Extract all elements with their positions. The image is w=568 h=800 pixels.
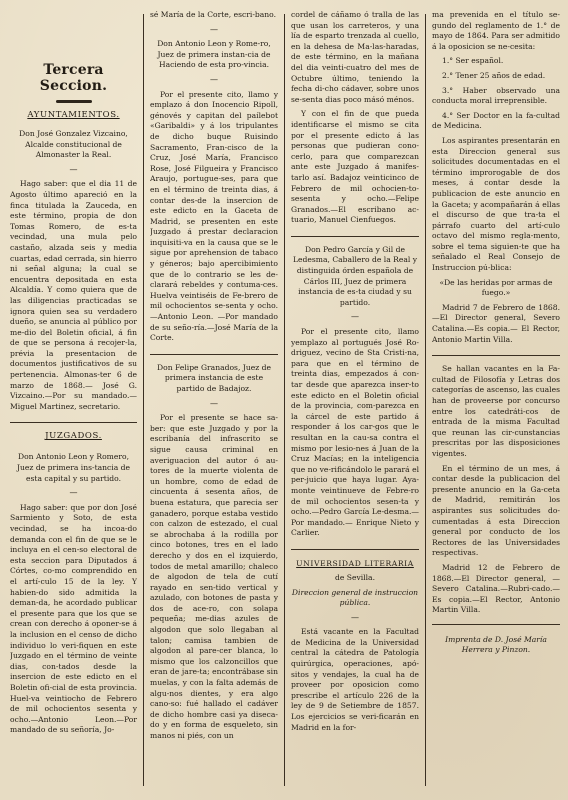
column-divider [284,14,285,786]
notice-body: Está vacante en la Facultad de Medicina de la Universidad central la cátedra de Patología quirúrgica, operaciones, apó-sitos y vendajes, la cual ha de proveer por oposicion como prescribe el artículo 226 de la ley de 9 de Setiembre de 1857. Los ejercicios se veri-ficarán en Madrid en la for- [291,627,419,732]
requirement-item: 3.° Haber observado una conducta moral irreprensible. [432,85,560,106]
notice-heading: Don Pedro García y Gil de Ledesma, Caballero de la Real y distinguida órden española de Cárlos III, Juez de primera instancia de es-ta ciudad y su partido. [292,244,418,307]
divider-rule [150,354,278,355]
column-1 [10,10,137,800]
divider-rule [432,624,560,625]
notice-body: Y con el fin de que pueda identificarse el mismo se cita por el presente edicto á las personas que pudieran cono-cerlo, para que comparezcan ante este Juzgado á manifes-tarlo así. Badajoz veinticinco de Febrero de mil ochocien-to- sesenta y ocho.—Felipe Granados.—El escribano ac-tuario, Manuel Cienfuegos. [291,109,419,225]
notice-body: Por el presente cito, llamo yemplazo al portugués José Ro-driguez, vecino de Sta Cristi-na, para que en el término de treinta dias, empezados á con-tar desde que aparezca inser-to este edicto en el Boletin oficial de la provincia, com-parezca en la cárcel de este partido á responder á los car-gos que le resultan en la cau-sa contra el mismo por lesio-nes á Juan de la Cruz Macías; en la inteligencia que no ve-rificándolo le parará el per-juicio que haya lugar. Aya-monte veintinueve de Febre-ro de mil ochocientos sesen-ta y ocho.—Pedro García Le-desma.—Por mandado.— Enrique Nieto y Carlier. [291,327,419,538]
notice-continuation: sé María de la Corte, escri-bano. [150,10,277,19]
section-title: Tercera Seccion. [39,62,108,94]
small-rule: — [351,612,359,622]
small-rule: — [69,488,78,498]
column-2 [150,10,278,800]
small-rule: — [210,24,218,34]
direction-title: Direccion general de instruccion pública. [291,587,419,608]
signature-line: Madrid 12 de Febrero de 1868.—El Director general, —Severo Catalina.—Rubri-cado.—Es copia.—El Rector, Antonio Martin Villa. [432,562,560,615]
notice-body: Se hallan vacantes en la Fa-cultad de Filosofía y Letras dos categorías de ascenso, las cuales han de proveerse por concurso entre los catedráti-cos de entrada de la misma Facultad que reunan las cir-cunstancias prescritas por las disposiciones vigentes. [432,364,560,458]
quote-line: «De las heridas por armas de fuego.» [439,277,553,298]
notice-heading: Don José Gonzalez Vizcaino, Alcalde constitucional de Almonaster la Real. [19,129,128,160]
notice-body: Hago saber: que por don José Sarmiento y Soto, de esta vecindad, se ha incoa-do demanda con el fin de que se le incluya en el cen-so electoral de esta seccion para Diputados á Córtes, co-mo comprendido en el artí-culo 15 de la ley. Y habien-do sido admitida la deman-da, he acordado publicar el presente para que los que se crean con derecho á oponer-se á la inclusion en el censo de dicho individuo lo veri-fiquen en este Juzgado en el término de veinte dias, con-tados desde la insercion de este edicto en el Boletin ofi-cial de esta provincia. Huel-va veintiocho de Febrero de mil ochocientos sesenta y ocho.—Antonio Leon.—Por mandado de su señoría, Jo- [10,502,137,735]
column-4 [432,10,560,800]
notice-continuation: cordel de cáñamo ó tralla de las que usan los carreteros, y una lía de esparto trenzada al cuello, en la dehesa de Ma-las-haradas, de este término, en la mañana del dia veinti-cuatro del mes de Octubre último, teniendo la fecha di-cho cádaver, sobre unos se-senta dias poco másó ménos. [291,10,419,104]
column-3 [291,10,419,800]
notice-heading: Don Antonio Leon y Romero, Juez de primera ins-tancia de esta capital y su partido. [16,452,131,483]
ornament [10,98,137,104]
section-subtitle: JUZGADOS. [45,431,102,442]
small-rule: — [351,312,359,322]
signature-line: Madrid 7 de Febrero de 1868.—El Director general, Severo Catalina.—Es copia.— El Rector, Antonio Martin Villa. [432,302,560,344]
requirement-item: 4.° Ser Doctor en la fa-cultad de Medicina. [432,110,560,131]
requirement-item: 2.° Tener 25 años de edad. [442,70,546,80]
notice-heading: Don Antonio Leon y Rome-ro, Juez de primera instan-cia de Haciendo de esta pro-vincia. [157,39,271,70]
notice-body: Hago saber: que el dia 11 de Agosto último apareció en la finca titulada la Zauceda, en este término, propia de don Tomas Romero, de es-ta vecindad, una mula pelo castaño, alzada seis y media cuartas, edad cerrada, sin hierro ni señal alguna; la cual se encuentra depositada en esta Alcaldía. Y como quiera que de las diligencias practicadas se ignora quien sea su verdadero dueño, se anuncia al público por me-dio del Boletin oficial, á fin de que se persona á recojer-la, prévia la presentacion de documentos justificativos de su pertenencia. Almonas-ter 6 de marzo de 1868.— José G. Vizcaino.—Por su mandado.—Miguel Martinez, secretario. [10,179,137,411]
notice-body: Por el presente se hace sa-ber: que este Juzgado y por la escribanía del infrascrito se sigue causa criminal en averiguacion del autor ó au-tores de la muerte violenta de un hombre, como de edad de cincuenta á sesenta años, de buena estatura, que parecia ser ganadero, porque estaba vestido con calzon de estezado, el cual se abrochaba á la rodilla por cinco botones, tres en el lado derecho y dos en el izquierdo, todos de metal amarillo; chaleco de algodon de tela de cutí rayado en sen-tido vertical y azulado, con botones de pasta y dos de ace-ro, con solapa pequeña; me-dias azules de algodon que solo llegaban al talon; camisa tambien de algodon al pare-cer blanca, lo mismo que los calzoncillos que eran de jare-ta; encontrábase sin muelas, y con la falta además de algu-nos dientes, y era algo cano-so: fué hallado el cadáver de dicho hombre casi ya diseca-do y en forma de esqueleto, sin manos ni piés, con un [150,413,278,740]
notice-continuation: ma prevenida en el título se-gundo del reglamento de 1.° de mayo de 1864. Para ser admitido á la oposicion se ne-cesita: [432,10,560,51]
divider-rule [291,236,419,237]
notice-body: En el término de un mes, á contar desde la publicacion del presente anuncio en la Ga-ceta de Madrid, remitirán los aspirantes sus solicitudes do-cumentadas á esta Direccion general por conducto de los Rectores de las Universidades respectivas. [432,463,560,558]
small-rule: — [69,164,78,174]
requirement-item: 1.° Ser español. [442,56,504,66]
divider-rule [10,422,137,423]
section-subtitle: UNIVERSIDAD LITERARIA [296,558,414,568]
column-divider [425,14,426,786]
divider-rule [291,549,419,550]
small-rule: — [210,398,218,408]
university-city: de Sevilla. [335,572,375,582]
section-subtitle: AYUNTAMIENTOS. [27,110,120,120]
small-rule: — [210,74,218,84]
notice-body: Por el presente cito, llamo y emplazo á don Inocencio Ripoll, génovés y capitan del paílebot «Garibaldi» y á los tripulantes de dicho buque Ruisindo Sacramento, Fran-cisco de la Cruz, José María, Francisco Rose, José Filgueira y Francisco Araujo, portugue-ses, para que en el término de treinta dias, á contar des-de la insercion de este edicto en la Gaceta de Madrid, se presenten en este Juzgado á prestar declaracion inquisiti-va en la causa que se le sigue por aprehension de tabaco y géneros; bajo apercibimiento que de lo contrario se les de-clarará rebeldes y contuma-ces. Huelva veintiséis de Fe-brero de mil ochocientos se-senta y ocho.—Antonio Leon. —Por mandado de su seño-ría.—José María de la Corte. [150,89,278,343]
notice-body: Los aspirantes presentarán en esta Direccion general sus solicitudes documentadas en el término improrogable de dos meses, á contar desde la publicacion de este anuncio en la Gaceta; y acompañarán á ellas el discurso de que tra-ta el párrafo cuarto del artí-culo octavo del mismo regla-mento, sobre el tema siguien-te que ha señalado el Real Consejo de Instruccion pú-blica: [432,135,560,273]
column-divider [143,14,144,786]
divider-rule [432,355,560,356]
printer-imprint: Imprenta de D. José María Herrera y Pinzon. [445,634,547,655]
notice-heading: Don Felipe Granados, Juez de primera instancia de este partido de Badajoz. [157,362,271,393]
